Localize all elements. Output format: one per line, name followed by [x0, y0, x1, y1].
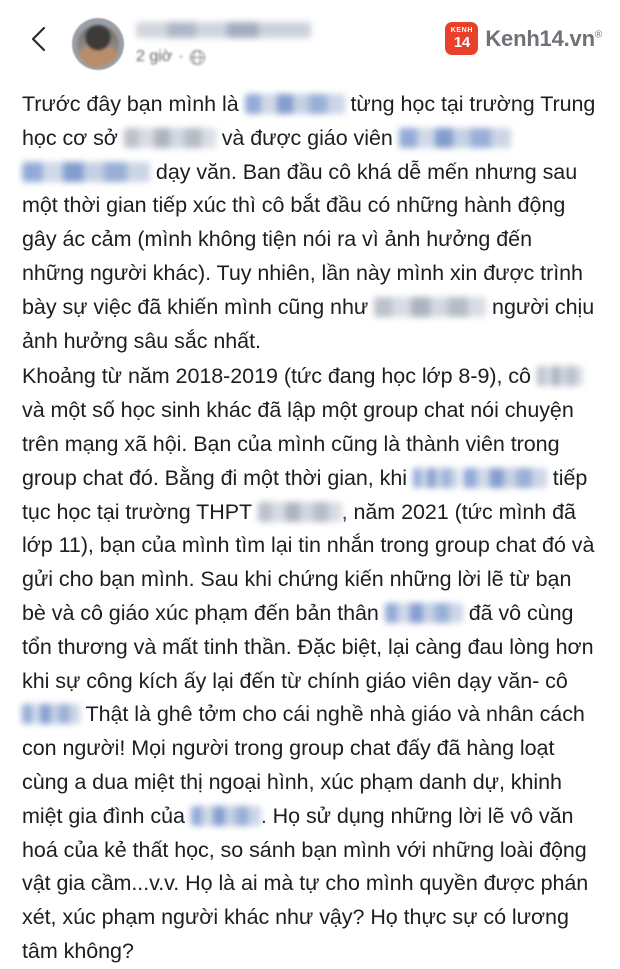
meta-separator: ·	[178, 48, 184, 65]
post-timestamp[interactable]: 2 giờ	[136, 48, 173, 65]
redacted-person	[374, 297, 486, 317]
post-paragraph-1	[22, 88, 598, 358]
text-run: tiếp tục học tại trường THPT	[22, 465, 588, 524]
text-run: người chịu ảnh hưởng sâu sắc nhất.	[22, 294, 595, 353]
text-run: dạy văn. Ban đầu cô khá dễ mến nhưng sau một thời gian tiếp xúc thì cô bắt đầu có những hành động gây ác cảm (mình không tiện nói ra vì ảnh hưởng đến những người khác). Tuy nhiên, lần này mình xin được trình bày sự việc đã khiến mình cũng như	[22, 159, 583, 319]
text-run: , năm 2021 (tức mình đã lớp 11), bạn của mình tìm lại tin nhắn trong group chat đó và gửi cho bạn mình. Sau khi chứng kiến những lời lẽ từ bạn bè và cô giáo xúc phạm đến bản thân	[22, 499, 595, 625]
post-paragraph-2	[22, 360, 598, 968]
post-meta	[136, 48, 205, 66]
redacted-highschool	[258, 502, 342, 522]
watermark-text	[485, 26, 602, 52]
post-header	[0, 0, 620, 88]
badge-top-text: KENH	[450, 27, 473, 34]
redacted-name-part1	[413, 468, 459, 488]
redacted-teacher-short	[537, 366, 583, 386]
redacted-school	[124, 128, 216, 148]
watermark	[445, 22, 602, 55]
kenh14-badge-icon	[445, 22, 478, 55]
redacted-teacher-name-short	[22, 704, 80, 724]
redacted-name-part2	[463, 468, 547, 488]
avatar-image	[77, 25, 119, 67]
redacted-friend-name	[385, 603, 463, 623]
avatar[interactable]	[72, 18, 124, 70]
redacted-teacher-name-part2	[22, 162, 150, 182]
author-name-redacted[interactable]	[136, 22, 311, 38]
text-run: Thật là ghê tởm cho cái nghề nhà giáo và nhân cách con người! Mọi người trong group chat đấy đã hàng loạt cùng a dua miệt thị ngoại hình, xúc phạm danh dự, khinh miệt gia đình của	[22, 702, 585, 828]
text-run: và được giáo viên	[215, 125, 399, 150]
redacted-name	[245, 94, 345, 114]
badge-number: 14	[453, 34, 470, 51]
text-run: . Họ sử dụng những lời lẽ vô văn hoá của kẻ thất học, so sánh bạn mình với những loài động vật gia cầm...v.v. Họ là ai mà tự cho mình quyền được phán xét, xúc phạm người khác như vậy? Họ thực sự có lương tâm không?	[22, 803, 589, 963]
back-button[interactable]	[22, 22, 56, 56]
text-run: Khoảng từ năm 2018-2019 (tức đang học lớp 8-9), cô	[22, 364, 537, 389]
registered-mark: ®	[594, 29, 602, 41]
chevron-left-icon	[29, 25, 49, 53]
text-run: đã vô cùng tổn thương và mất tinh thần. Đặc biệt, lại càng đau lòng hơn khi sự công kích ấy lại đến từ chính giáo viên dạy văn- cô	[22, 600, 594, 693]
globe-icon	[190, 50, 205, 65]
text-run: từng học tại trường Trung học cơ sở	[22, 92, 596, 150]
watermark-label: Kenh14.vn	[485, 25, 595, 51]
text-run: Trước đây bạn mình là	[22, 92, 245, 116]
redacted-teacher-name-part1	[399, 128, 511, 148]
post-body	[0, 88, 620, 969]
redacted-friend-name-2	[191, 806, 261, 826]
text-run: và một số học sinh khác đã lập một group chat nói chuyện trên mạng xã hội. Bạn của mình cũng là thành viên trong group chat đó. Bằng đi một thời gian, khi	[22, 398, 574, 490]
